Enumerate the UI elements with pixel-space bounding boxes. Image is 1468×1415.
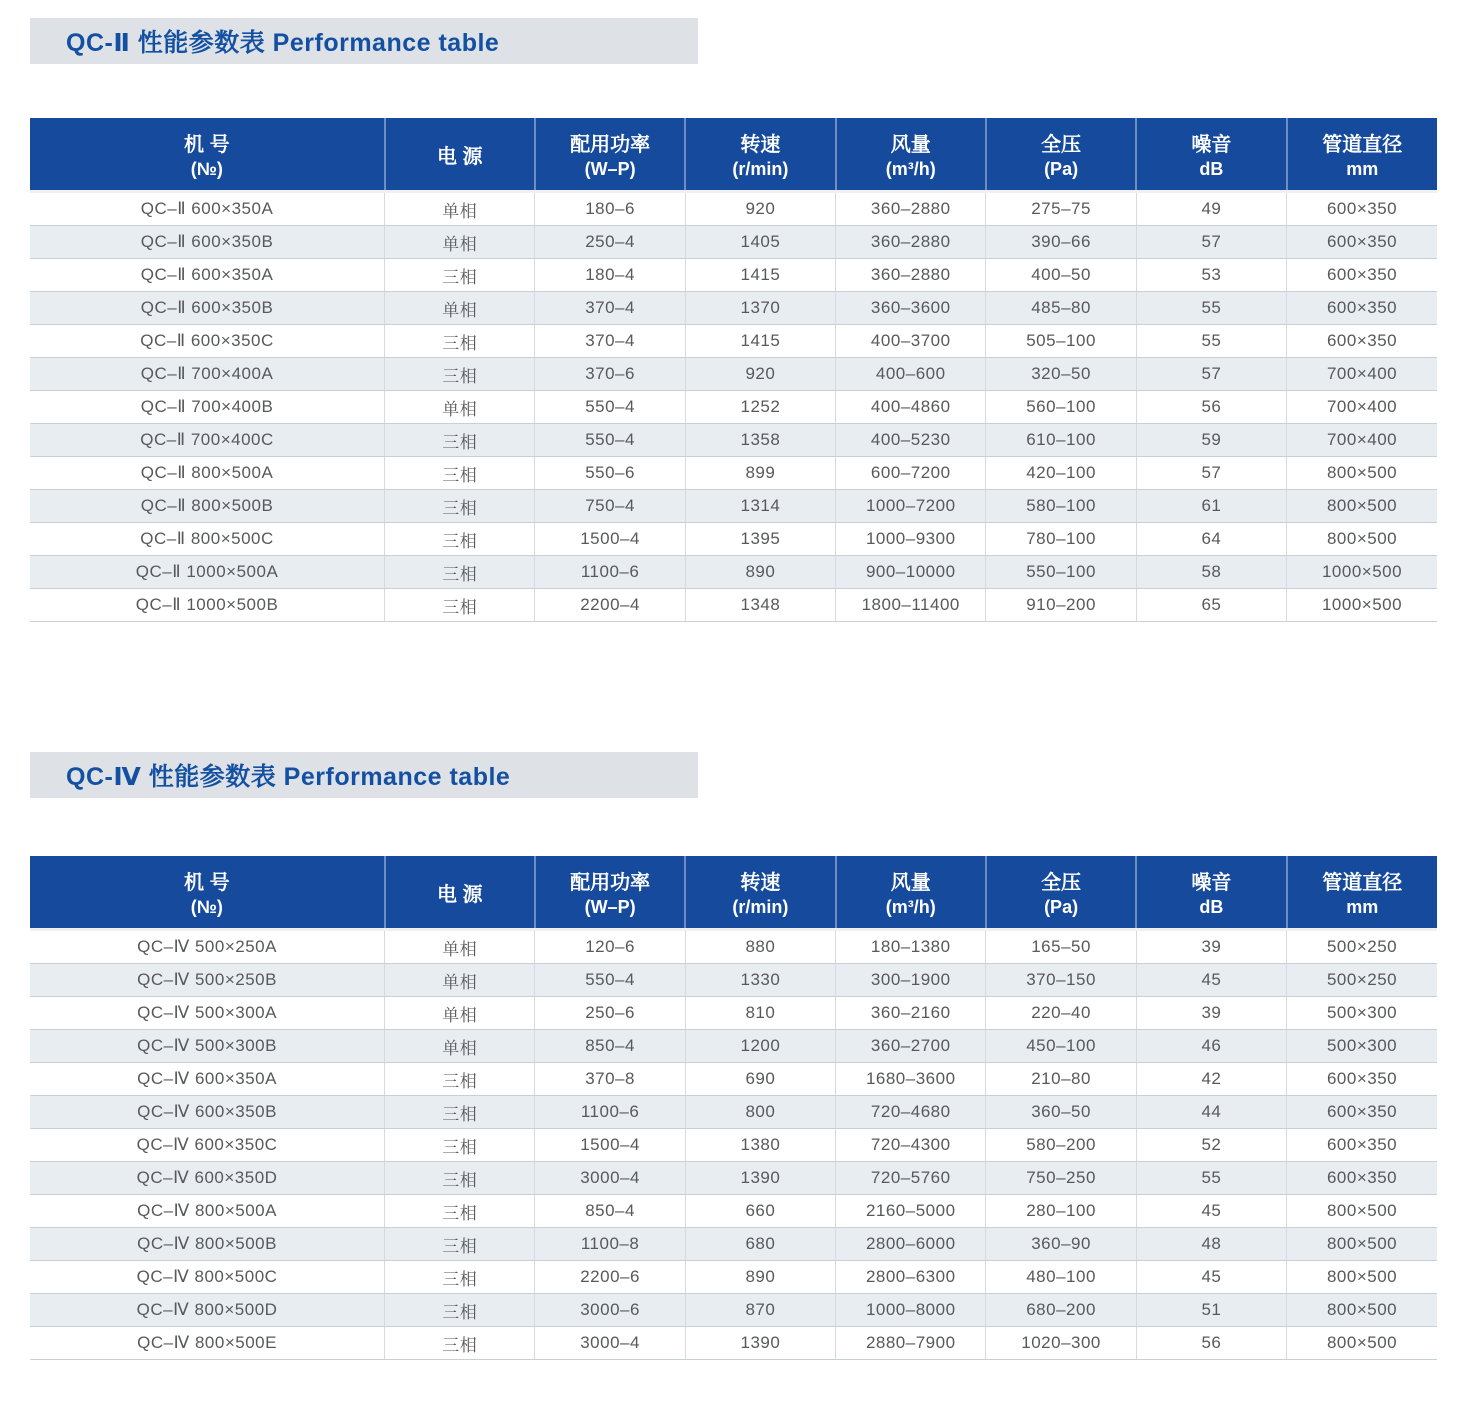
performance-table-qc2 [30,118,1437,622]
value-cell: 610–100 [986,424,1136,457]
column-header-line2: (m³/h) [885,897,936,917]
value-cell: 1415 [685,259,835,292]
value-cell: 400–600 [836,358,986,391]
value-cell: 360–90 [986,1228,1136,1261]
value-cell: 660 [685,1195,835,1228]
value-cell: 三相 [385,589,535,622]
value-cell: 2200–6 [535,1261,685,1294]
column-header-line2: (r/min) [732,159,789,179]
value-cell: 57 [1136,457,1286,490]
value-cell: 920 [685,358,835,391]
column-header [685,856,835,930]
value-cell: 600×350 [1287,325,1437,358]
value-cell: 550–4 [535,964,685,997]
value-cell: 850–4 [535,1195,685,1228]
value-cell: 850–4 [535,1030,685,1063]
value-cell: 400–50 [986,259,1136,292]
model-number-cell: QC–Ⅱ 700×400B [30,391,385,424]
column-header-line2: (№) [190,897,223,917]
model-number-cell: QC–Ⅱ 1000×500B [30,589,385,622]
value-cell: 单相 [385,226,535,259]
value-cell: 55 [1136,1162,1286,1195]
model-number-cell: QC–Ⅳ 600×350A [30,1063,385,1096]
value-cell: 500×300 [1287,997,1437,1030]
value-cell: 1800–11400 [836,589,986,622]
value-cell: 1348 [685,589,835,622]
value-cell: 500×250 [1287,964,1437,997]
column-header-line2: (W–P) [584,897,636,917]
section-title-bar-qc2 [30,18,698,64]
value-cell: 750–250 [986,1162,1136,1195]
value-cell: 单相 [385,1030,535,1063]
value-cell: 1390 [685,1327,835,1360]
value-cell: 2880–7900 [836,1327,986,1360]
model-number-cell: QC–Ⅳ 800×500B [30,1228,385,1261]
value-cell: 780–100 [986,523,1136,556]
model-number-cell: QC–Ⅳ 800×500C [30,1261,385,1294]
table-row [30,358,1437,391]
value-cell: 880 [685,930,835,964]
value-cell: 1252 [685,391,835,424]
value-cell: 1405 [685,226,835,259]
value-cell: 370–4 [535,292,685,325]
column-header-line1: 转速 [740,872,781,894]
table-row [30,1228,1437,1261]
value-cell: 1415 [685,325,835,358]
table-row [30,1096,1437,1129]
value-cell: 1370 [685,292,835,325]
column-header [836,118,986,192]
value-cell: 800×500 [1287,1261,1437,1294]
column-header-line2: (Pa) [1044,159,1079,179]
model-number-cell: QC–Ⅳ 500×250A [30,930,385,964]
value-cell: 单相 [385,292,535,325]
value-cell: 210–80 [986,1063,1136,1096]
column-header-line1: 风量 [890,134,931,156]
table-row [30,556,1437,589]
value-cell: 180–6 [535,192,685,226]
value-cell: 2800–6000 [836,1228,986,1261]
value-cell: 1000–9300 [836,523,986,556]
value-cell: 580–100 [986,490,1136,523]
table-row [30,1261,1437,1294]
column-header-line1: 电 源 [436,883,483,906]
value-cell: 800×500 [1287,1228,1437,1261]
value-cell: 1500–4 [535,1129,685,1162]
column-header-line1: 配用功率 [570,134,651,156]
value-cell: 45 [1136,1195,1286,1228]
value-cell: 三相 [385,1096,535,1129]
value-cell: 180–1380 [836,930,986,964]
value-cell: 42 [1136,1063,1286,1096]
value-cell: 1390 [685,1162,835,1195]
value-cell: 720–4300 [836,1129,986,1162]
value-cell: 三相 [385,1261,535,1294]
model-number-cell: QC–Ⅱ 800×500B [30,490,385,523]
value-cell: 920 [685,192,835,226]
value-cell: 单相 [385,391,535,424]
value-cell: 900–10000 [836,556,986,589]
value-cell: 700×400 [1287,424,1437,457]
value-cell: 1000–7200 [836,490,986,523]
column-header-line1: 机 号 [184,872,230,894]
model-number-cell: QC–Ⅱ 600×350B [30,226,385,259]
table-row [30,259,1437,292]
table-row [30,424,1437,457]
value-cell: 600×350 [1287,226,1437,259]
value-cell: 370–150 [986,964,1136,997]
model-number-cell: QC–Ⅱ 600×350A [30,259,385,292]
value-cell: 870 [685,1294,835,1327]
value-cell: 1100–8 [535,1228,685,1261]
value-cell: 720–5760 [836,1162,986,1195]
value-cell: 480–100 [986,1261,1136,1294]
value-cell: 三相 [385,424,535,457]
value-cell: 700×400 [1287,391,1437,424]
table-row [30,192,1437,226]
column-header-line2: (m³/h) [885,159,936,179]
model-number-cell: QC–Ⅱ 600×350A [30,192,385,226]
value-cell: 44 [1136,1096,1286,1129]
value-cell: 600×350 [1287,1096,1437,1129]
value-cell: 3000–6 [535,1294,685,1327]
column-header [1287,856,1437,930]
value-cell: 三相 [385,490,535,523]
value-cell: 58 [1136,556,1286,589]
value-cell: 1380 [685,1129,835,1162]
value-cell: 800 [685,1096,835,1129]
column-header-line2: mm [1346,897,1379,917]
value-cell: 1314 [685,490,835,523]
column-header [385,118,535,192]
value-cell: 550–6 [535,457,685,490]
table-row [30,1294,1437,1327]
column-header [1136,118,1286,192]
table-row [30,292,1437,325]
value-cell: 1100–6 [535,556,685,589]
column-header [1136,856,1286,930]
value-cell: 三相 [385,556,535,589]
value-cell: 505–100 [986,325,1136,358]
value-cell: 800×500 [1287,1195,1437,1228]
column-header-line2: (W–P) [584,159,636,179]
table-row [30,1129,1437,1162]
value-cell: 1358 [685,424,835,457]
value-cell: 360–2880 [836,192,986,226]
value-cell: 45 [1136,1261,1286,1294]
value-cell: 单相 [385,930,535,964]
value-cell: 890 [685,556,835,589]
value-cell: 三相 [385,325,535,358]
value-cell: 550–4 [535,391,685,424]
value-cell: 1000×500 [1287,556,1437,589]
value-cell: 600×350 [1287,192,1437,226]
section-title-qc4: QC-Ⅳ 性能参数表 Performance table [66,763,511,791]
value-cell: 1500–4 [535,523,685,556]
column-header [30,118,385,192]
value-cell: 1000–8000 [836,1294,986,1327]
value-cell: 56 [1136,1327,1286,1360]
value-cell: 52 [1136,1129,1286,1162]
table-row [30,589,1437,622]
value-cell: 600×350 [1287,1129,1437,1162]
value-cell: 890 [685,1261,835,1294]
value-cell: 48 [1136,1228,1286,1261]
value-cell: 3000–4 [535,1327,685,1360]
table-row [30,325,1437,358]
value-cell: 49 [1136,192,1286,226]
column-header-line1: 机 号 [184,134,230,156]
value-cell: 390–66 [986,226,1136,259]
section-title-bar-qc4 [30,752,698,798]
column-header [535,856,685,930]
value-cell: 485–80 [986,292,1136,325]
value-cell: 560–100 [986,391,1136,424]
value-cell: 250–4 [535,226,685,259]
value-cell: 360–2880 [836,259,986,292]
column-header [836,856,986,930]
column-header-line1: 管道直径 [1322,872,1403,894]
value-cell: 360–3600 [836,292,986,325]
column-header-line2: (Pa) [1044,897,1079,917]
value-cell: 1200 [685,1030,835,1063]
table-header-row [30,856,1437,930]
value-cell: 360–2160 [836,997,986,1030]
column-header-line1: 配用功率 [570,872,651,894]
value-cell: 1000×500 [1287,589,1437,622]
value-cell: 680 [685,1228,835,1261]
column-header-line2: dB [1199,897,1224,917]
table-row [30,457,1437,490]
model-number-cell: QC–Ⅱ 1000×500A [30,556,385,589]
column-header [385,856,535,930]
value-cell: 899 [685,457,835,490]
value-cell: 56 [1136,391,1286,424]
column-header-line1: 全压 [1041,872,1082,894]
value-cell: 1100–6 [535,1096,685,1129]
value-cell: 360–2700 [836,1030,986,1063]
value-cell: 53 [1136,259,1286,292]
model-number-cell: QC–Ⅱ 800×500A [30,457,385,490]
table-row [30,226,1437,259]
value-cell: 370–6 [535,358,685,391]
value-cell: 580–200 [986,1129,1136,1162]
model-number-cell: QC–Ⅱ 600×350C [30,325,385,358]
value-cell: 120–6 [535,930,685,964]
value-cell: 单相 [385,997,535,1030]
table-body [30,930,1437,1360]
model-number-cell: QC–Ⅱ 700×400A [30,358,385,391]
value-cell: 400–3700 [836,325,986,358]
value-cell: 600×350 [1287,259,1437,292]
value-cell: 55 [1136,325,1286,358]
table-row [30,964,1437,997]
value-cell: 三相 [385,1228,535,1261]
model-number-cell: QC–Ⅳ 500×300A [30,997,385,1030]
value-cell: 三相 [385,1162,535,1195]
column-header [986,118,1136,192]
table-body [30,192,1437,622]
value-cell: 550–4 [535,424,685,457]
value-cell: 320–50 [986,358,1136,391]
value-cell: 180–4 [535,259,685,292]
value-cell: 600–7200 [836,457,986,490]
column-header-line2: mm [1346,159,1379,179]
value-cell: 275–75 [986,192,1136,226]
value-cell: 单相 [385,192,535,226]
model-number-cell: QC–Ⅱ 700×400C [30,424,385,457]
table-row [30,490,1437,523]
value-cell: 800×500 [1287,490,1437,523]
value-cell: 3000–4 [535,1162,685,1195]
value-cell: 三相 [385,358,535,391]
value-cell: 三相 [385,523,535,556]
model-number-cell: QC–Ⅳ 600×350C [30,1129,385,1162]
model-number-cell: QC–Ⅳ 800×500D [30,1294,385,1327]
model-number-cell: QC–Ⅳ 500×250B [30,964,385,997]
table-row [30,997,1437,1030]
value-cell: 810 [685,997,835,1030]
value-cell: 57 [1136,226,1286,259]
value-cell: 800×500 [1287,1327,1437,1360]
value-cell: 三相 [385,1195,535,1228]
model-number-cell: QC–Ⅳ 800×500E [30,1327,385,1360]
column-header-line2: (r/min) [732,897,789,917]
value-cell: 1020–300 [986,1327,1136,1360]
value-cell: 360–2880 [836,226,986,259]
column-header-line1: 电 源 [436,145,483,168]
value-cell: 55 [1136,292,1286,325]
column-header [685,118,835,192]
value-cell: 600×350 [1287,1162,1437,1195]
value-cell: 400–5230 [836,424,986,457]
value-cell: 65 [1136,589,1286,622]
value-cell: 三相 [385,1129,535,1162]
value-cell: 750–4 [535,490,685,523]
value-cell: 370–8 [535,1063,685,1096]
value-cell: 39 [1136,997,1286,1030]
value-cell: 500×300 [1287,1030,1437,1063]
value-cell: 500×250 [1287,930,1437,964]
column-header-line1: 全压 [1041,134,1082,156]
value-cell: 45 [1136,964,1286,997]
value-cell: 46 [1136,1030,1286,1063]
column-header-line1: 管道直径 [1322,134,1403,156]
model-number-cell: QC–Ⅳ 500×300B [30,1030,385,1063]
value-cell: 59 [1136,424,1286,457]
value-cell: 370–4 [535,325,685,358]
section-title-qc2: QC-Ⅱ 性能参数表 Performance table [66,29,500,57]
table-row [30,1030,1437,1063]
value-cell: 720–4680 [836,1096,986,1129]
model-number-cell: QC–Ⅱ 800×500C [30,523,385,556]
table-row [30,930,1437,964]
value-cell: 800×500 [1287,1294,1437,1327]
column-header [1287,118,1437,192]
value-cell: 57 [1136,358,1286,391]
value-cell: 2160–5000 [836,1195,986,1228]
column-header-line2: (№) [190,159,223,179]
value-cell: 600×350 [1287,1063,1437,1096]
value-cell: 800×500 [1287,523,1437,556]
model-number-cell: QC–Ⅱ 600×350B [30,292,385,325]
value-cell: 51 [1136,1294,1286,1327]
column-header [535,118,685,192]
table-header-row [30,118,1437,192]
column-header [986,856,1136,930]
value-cell: 61 [1136,490,1286,523]
value-cell: 550–100 [986,556,1136,589]
column-header-line1: 风量 [890,872,931,894]
value-cell: 700×400 [1287,358,1437,391]
column-header [30,856,385,930]
value-cell: 220–40 [986,997,1136,1030]
value-cell: 39 [1136,930,1286,964]
value-cell: 三相 [385,1294,535,1327]
column-header-line2: dB [1199,159,1224,179]
model-number-cell: QC–Ⅳ 600×350B [30,1096,385,1129]
value-cell: 三相 [385,457,535,490]
table-row [30,523,1437,556]
table-row [30,1195,1437,1228]
value-cell: 910–200 [986,589,1136,622]
column-header-line1: 噪音 [1191,134,1232,156]
performance-table-qc4 [30,856,1437,1360]
value-cell: 三相 [385,1063,535,1096]
value-cell: 300–1900 [836,964,986,997]
table-row [30,1327,1437,1360]
value-cell: 360–50 [986,1096,1136,1129]
value-cell: 165–50 [986,930,1136,964]
value-cell: 250–6 [535,997,685,1030]
value-cell: 三相 [385,259,535,292]
value-cell: 680–200 [986,1294,1136,1327]
value-cell: 280–100 [986,1195,1136,1228]
table-row [30,1063,1437,1096]
value-cell: 420–100 [986,457,1136,490]
column-header-line1: 噪音 [1191,872,1232,894]
column-header-line1: 转速 [740,134,781,156]
value-cell: 64 [1136,523,1286,556]
value-cell: 2200–4 [535,589,685,622]
model-number-cell: QC–Ⅳ 800×500A [30,1195,385,1228]
value-cell: 450–100 [986,1030,1136,1063]
value-cell: 600×350 [1287,292,1437,325]
model-number-cell: QC–Ⅳ 600×350D [30,1162,385,1195]
value-cell: 2800–6300 [836,1261,986,1294]
value-cell: 800×500 [1287,457,1437,490]
value-cell: 三相 [385,1327,535,1360]
value-cell: 400–4860 [836,391,986,424]
value-cell: 1330 [685,964,835,997]
table-row [30,1162,1437,1195]
value-cell: 690 [685,1063,835,1096]
value-cell: 1395 [685,523,835,556]
value-cell: 1680–3600 [836,1063,986,1096]
table-row [30,391,1437,424]
value-cell: 单相 [385,964,535,997]
